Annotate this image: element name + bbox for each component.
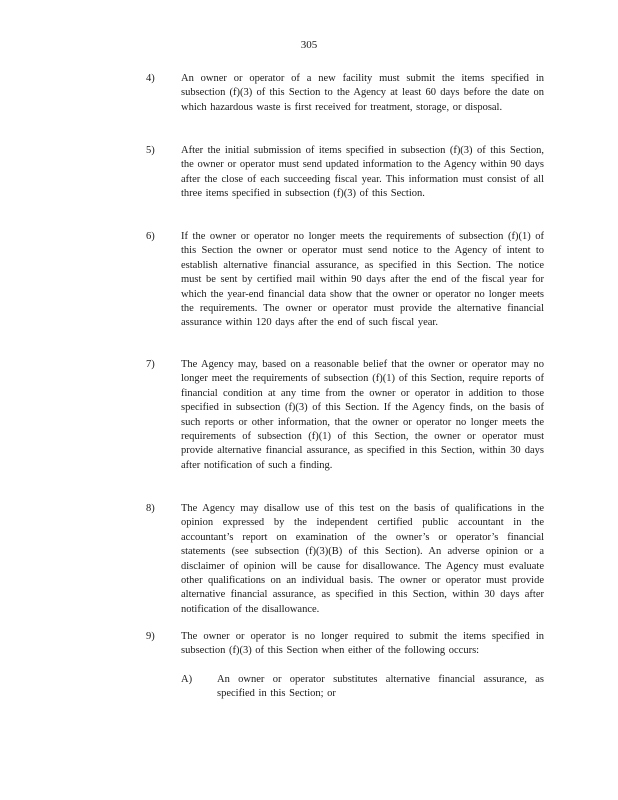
item-number: 6)	[146, 231, 155, 242]
item-text: After the initial submission of items specified in subsection (f)(3) of this Section, the owner or operator must send updated information to the Agency within 90 days after the close of each succeeding fiscal year. This information must consist of all three items specified in subsection (f)(3) of this Section.	[181, 145, 544, 200]
item-number: 9)	[146, 631, 155, 642]
item-number: 8)	[146, 503, 155, 514]
item-number: 7)	[146, 359, 155, 370]
item-number: 5)	[146, 145, 155, 156]
item-text: The Agency may, based on a reasonable belief that the owner or operator may no longer meet the requirements of subsection (f)(1) of this Section, require reports of financial condition at any time from the owner or operator in addition to those specified in subsection (f)(3) of this Section. If the Agency finds, on the basis of such reports or other information, that the owner or operator no longer meets the requirements of subsection (f)(1) of this Section, the owner or operator must provide alternative financial assurance, as specified in this Section, within 30 days after notification of such a finding.	[181, 359, 544, 471]
item-text: The owner or operator is no longer required to submit the items specified in subsection (f)(3) of this Section when either of the following occurs:	[181, 631, 544, 657]
sub-item-text: An owner or operator substitutes alternative financial assurance, as specified in this Section; or	[217, 674, 544, 700]
item-text: An owner or operator of a new facility must submit the items specified in subsection (f)(3) of this Section to the Agency at least 60 days before the date on which hazardous waste is first received for treatment, storage, or disposal.	[181, 73, 544, 113]
sub-item-number: A)	[181, 674, 193, 685]
page-number: 305	[300, 39, 318, 51]
item-text: If the owner or operator no longer meets the requirements of subsection (f)(1) of this Section the owner or operator must send notice to the Agency of intent to establish alternative financial assurance, as specified in this Section. The notice must be sent by certified mail within 90 days after the end of the fiscal year for which the year-end financial data show that the owner or operator no longer meets the requirements. The owner or operator must provide the alternative financial assurance within 120 days after the end of such fiscal year.	[181, 231, 544, 329]
item-text: The Agency may disallow use of this test on the basis of qualifications in the opinion expressed by the independent certified public accountant in the accountant’s report on examination of the owner’s or operator’s financial statements (see subsection (f)(3)(B) of this Section). An adverse opinion or a disclaimer of opinion will be cause for disallowance. The Agency must evaluate other qualifications on an individual basis. The owner or operator must provide alternative financial assurance, as specified in this Section, within 30 days after notification of the disallowance.	[181, 503, 544, 615]
item-number: 4)	[146, 73, 155, 84]
